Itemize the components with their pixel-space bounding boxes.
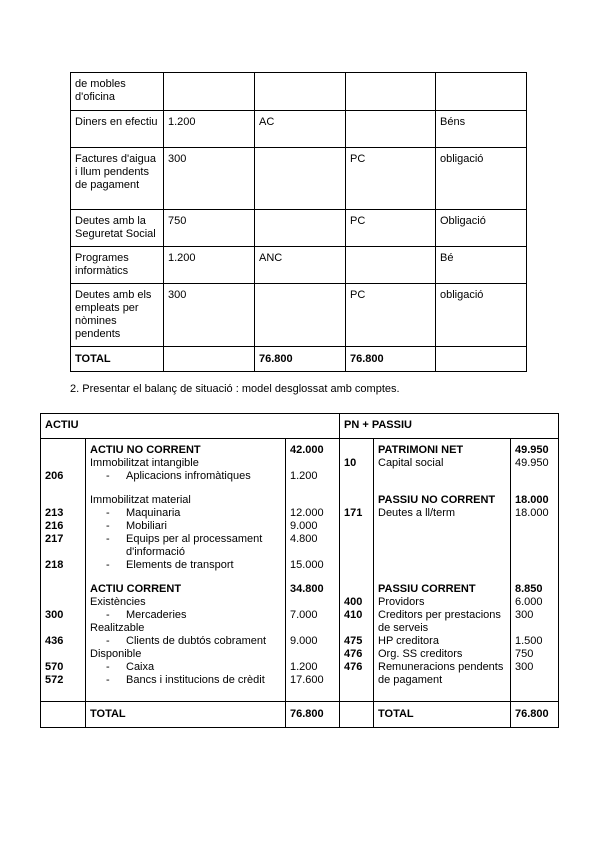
account-code: 216 <box>45 520 64 532</box>
account-code: 570 <box>45 661 64 673</box>
account-value: 9.000 <box>290 520 318 532</box>
passiu-account-names <box>374 439 511 702</box>
section-total: 49.950 <box>515 444 549 456</box>
account-code: 410 <box>344 609 363 621</box>
total-label: TOTAL <box>374 702 511 728</box>
account-value: 12.000 <box>290 507 324 519</box>
account-code: 476 <box>344 648 363 660</box>
account-value: 9.000 <box>290 635 318 647</box>
group-label: Disponible <box>90 648 142 660</box>
table-cell: AC <box>255 111 346 148</box>
table-cell: ANC <box>255 247 346 284</box>
account-name: Org. SS creditors <box>378 648 463 660</box>
table-row <box>71 284 527 347</box>
table-cell: Obligació <box>436 210 527 247</box>
actiu-account-names <box>86 439 286 702</box>
account-name: - Equips per al processament d'informació <box>106 533 263 558</box>
account-name: HP creditora <box>378 635 439 647</box>
group-label: Immobilitzat intangible <box>90 457 199 469</box>
table-cell: 300 <box>164 284 255 347</box>
section-title: PASSIU NO CORRENT <box>378 494 496 506</box>
account-name: - Mercaderies <box>106 609 187 621</box>
account-code: 300 <box>45 609 64 621</box>
account-code: 10 <box>344 457 357 469</box>
account-code: 218 <box>45 559 64 571</box>
balance-header-row <box>41 414 559 439</box>
section-total: 18.000 <box>515 494 549 506</box>
table-cell: 750 <box>164 210 255 247</box>
table-row <box>71 210 527 247</box>
section-total: 42.000 <box>290 444 324 456</box>
section-total: 34.800 <box>290 583 324 595</box>
table-cell <box>255 210 346 247</box>
passiu-values <box>511 439 559 702</box>
table-cell: PC <box>346 284 436 347</box>
table-cell: Bé <box>436 247 527 284</box>
table-cell: Béns <box>436 111 527 148</box>
total-value: 76.800 <box>255 347 346 372</box>
table-cell <box>436 347 527 372</box>
table-row <box>71 247 527 284</box>
accounts-classification-table <box>70 72 527 372</box>
table-cell <box>255 73 346 111</box>
actiu-account-codes <box>41 439 86 702</box>
table-cell: Deutes amb els empleats per nòmines pendents <box>71 284 164 347</box>
account-code: 436 <box>45 635 64 647</box>
section-title: PASSIU CORRENT <box>378 583 476 595</box>
section-total: 8.850 <box>515 583 543 595</box>
table-row <box>71 111 527 148</box>
table-cell: 1.200 <box>164 247 255 284</box>
account-value: 18.000 <box>515 507 549 519</box>
table-cell <box>255 148 346 210</box>
account-code: 572 <box>45 674 64 686</box>
table-cell: Deutes amb la Seguretat Social <box>71 210 164 247</box>
total-row <box>71 347 527 372</box>
section-title: ACTIU NO CORRENT <box>90 444 201 456</box>
account-code: 171 <box>344 507 363 519</box>
table-cell <box>164 73 255 111</box>
section-title: PATRIMONI NET <box>378 444 464 456</box>
table-cell: PC <box>346 148 436 210</box>
account-value: 300 <box>515 661 534 673</box>
account-name: Deutes a ll/term <box>378 507 456 519</box>
table-cell: Diners en efectiu <box>71 111 164 148</box>
account-value: 1.200 <box>290 661 318 673</box>
account-name: - Bancs i institucions de crèdit <box>106 674 265 686</box>
actiu-values <box>286 439 340 702</box>
passiu-header: PN + PASSIU <box>340 414 559 439</box>
table-row <box>71 148 527 210</box>
table-cell <box>346 73 436 111</box>
group-label: Immobilitzat material <box>90 494 191 506</box>
account-name: Providors <box>378 596 425 608</box>
table-cell: 1.200 <box>164 111 255 148</box>
table-cell <box>340 702 374 728</box>
account-name: - Caixa <box>106 661 155 673</box>
table-cell: obligació <box>436 284 527 347</box>
balance-body-row <box>41 439 559 702</box>
table-cell: Programes informàtics <box>71 247 164 284</box>
account-name: - Aplicacions infromàtiques <box>106 470 251 482</box>
table-row <box>71 73 527 111</box>
account-value: 7.000 <box>290 609 318 621</box>
account-name: - Mobiliari <box>106 520 167 532</box>
passiu-account-codes <box>340 439 374 702</box>
account-name: - Maquinaria <box>106 507 181 519</box>
table-cell <box>164 347 255 372</box>
balance-sheet-table <box>40 413 559 728</box>
total-label: TOTAL <box>71 347 164 372</box>
table-cell <box>255 284 346 347</box>
account-name: Creditors per prestacions de serveis <box>378 609 501 634</box>
total-value: 76.800 <box>511 702 559 728</box>
table-cell: PC <box>346 210 436 247</box>
actiu-header: ACTIU <box>41 414 340 439</box>
account-value: 1.200 <box>290 470 318 482</box>
account-code: 217 <box>45 533 64 545</box>
table-cell <box>41 702 86 728</box>
table-cell: obligació <box>436 148 527 210</box>
account-value: 15.000 <box>290 559 324 571</box>
group-label: Existències <box>90 596 146 608</box>
account-value: 4.800 <box>290 533 318 545</box>
group-label: Realitzable <box>90 622 145 634</box>
balance-total-row <box>41 702 559 728</box>
section-title: ACTIU CORRENT <box>90 583 182 595</box>
account-value: 1.500 <box>515 635 543 647</box>
account-code: 476 <box>344 661 363 673</box>
account-name: Capital social <box>378 457 444 469</box>
total-value: 76.800 <box>346 347 436 372</box>
account-value: 49.950 <box>515 457 549 469</box>
table-cell <box>346 111 436 148</box>
table-cell: de mobles d'oficina <box>71 73 164 111</box>
account-code: 206 <box>45 470 64 482</box>
account-name: - Elements de transport <box>106 559 234 571</box>
account-code: 400 <box>344 596 363 608</box>
account-code: 213 <box>45 507 64 519</box>
instruction-text: 2. Presentar el balanç de situació : model desglossat amb comptes. <box>70 383 400 395</box>
account-value: 17.600 <box>290 674 324 686</box>
account-value: 6.000 <box>515 596 543 608</box>
total-label: TOTAL <box>86 702 286 728</box>
table-cell <box>436 73 527 111</box>
table-cell: 300 <box>164 148 255 210</box>
account-name: Remuneracions pendents de pagament <box>378 661 504 686</box>
total-value: 76.800 <box>286 702 340 728</box>
account-value: 300 <box>515 609 534 621</box>
account-value: 750 <box>515 648 534 660</box>
account-code: 475 <box>344 635 363 647</box>
table-cell: Factures d'aigua i llum pendents de pagament <box>71 148 164 210</box>
table-cell <box>346 247 436 284</box>
account-name: - Clients de dubtós cobrament <box>106 635 267 647</box>
